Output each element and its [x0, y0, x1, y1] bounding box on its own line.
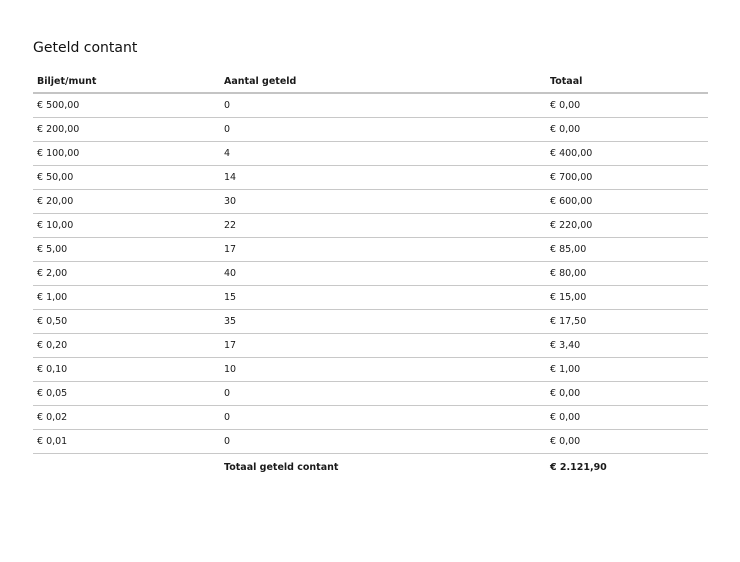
table-row [33, 286, 708, 310]
column-header-total: Totaal [546, 70, 708, 93]
denomination-cell: € 0,02 [33, 406, 220, 430]
table-row [33, 238, 708, 262]
total-cell: € 17,50 [546, 310, 708, 334]
table-row [33, 406, 708, 430]
count-cell: 14 [220, 166, 546, 190]
count-cell: 17 [220, 334, 546, 358]
total-cell: € 0,00 [546, 430, 708, 454]
denomination-cell: € 5,00 [33, 238, 220, 262]
denomination-cell: € 100,00 [33, 142, 220, 166]
summary-label: Totaal geteld contant [224, 461, 339, 473]
table-row [33, 142, 708, 166]
total-cell: € 700,00 [546, 166, 708, 190]
denomination-cell: € 0,20 [33, 334, 220, 358]
denomination-cell: € 10,00 [33, 214, 220, 238]
table-row [33, 430, 708, 454]
count-cell: 40 [220, 262, 546, 286]
total-cell: € 80,00 [546, 262, 708, 286]
table-row [33, 118, 708, 142]
count-cell: 0 [220, 430, 546, 454]
total-cell: € 0,00 [546, 118, 708, 142]
denomination-cell: € 500,00 [33, 93, 220, 118]
table-row [33, 166, 708, 190]
denomination-cell: € 2,00 [33, 262, 220, 286]
denomination-cell: € 0,10 [33, 358, 220, 382]
total-cell: € 15,00 [546, 286, 708, 310]
denomination-cell: € 0,50 [33, 310, 220, 334]
table-body [33, 93, 708, 454]
table-row [33, 382, 708, 406]
count-cell: 17 [220, 238, 546, 262]
denomination-cell: € 0,01 [33, 430, 220, 454]
count-cell: 4 [220, 142, 546, 166]
total-cell: € 1,00 [546, 358, 708, 382]
page-title: Geteld contant [33, 40, 138, 56]
table-row [33, 214, 708, 238]
table-row [33, 334, 708, 358]
denomination-cell: € 1,00 [33, 286, 220, 310]
denomination-cell: € 200,00 [33, 118, 220, 142]
total-cell: € 400,00 [546, 142, 708, 166]
count-cell: 10 [220, 358, 546, 382]
table-row [33, 262, 708, 286]
column-header-count: Aantal geteld [220, 70, 546, 93]
count-cell: 22 [220, 214, 546, 238]
summary-total: € 2.121,90 [550, 461, 607, 473]
count-cell: 0 [220, 93, 546, 118]
table-row [33, 93, 708, 118]
count-cell: 15 [220, 286, 546, 310]
total-cell: € 3,40 [546, 334, 708, 358]
count-cell: 0 [220, 118, 546, 142]
total-cell: € 0,00 [546, 406, 708, 430]
summary-empty-cell [33, 454, 220, 481]
cash-count-table [33, 70, 708, 480]
total-cell: € 220,00 [546, 214, 708, 238]
table-row [33, 358, 708, 382]
total-cell: € 0,00 [546, 93, 708, 118]
column-header-denomination: Biljet/munt [33, 70, 220, 93]
table-header-row [33, 70, 708, 93]
cash-count-report [33, 38, 708, 480]
count-cell: 0 [220, 406, 546, 430]
total-cell: € 600,00 [546, 190, 708, 214]
denomination-cell: € 0,05 [33, 382, 220, 406]
count-cell: 0 [220, 382, 546, 406]
count-cell: 30 [220, 190, 546, 214]
denomination-cell: € 20,00 [33, 190, 220, 214]
count-cell: 35 [220, 310, 546, 334]
denomination-cell: € 50,00 [33, 166, 220, 190]
table-row [33, 310, 708, 334]
summary-row [33, 454, 708, 481]
table-row [33, 190, 708, 214]
total-cell: € 0,00 [546, 382, 708, 406]
total-cell: € 85,00 [546, 238, 708, 262]
